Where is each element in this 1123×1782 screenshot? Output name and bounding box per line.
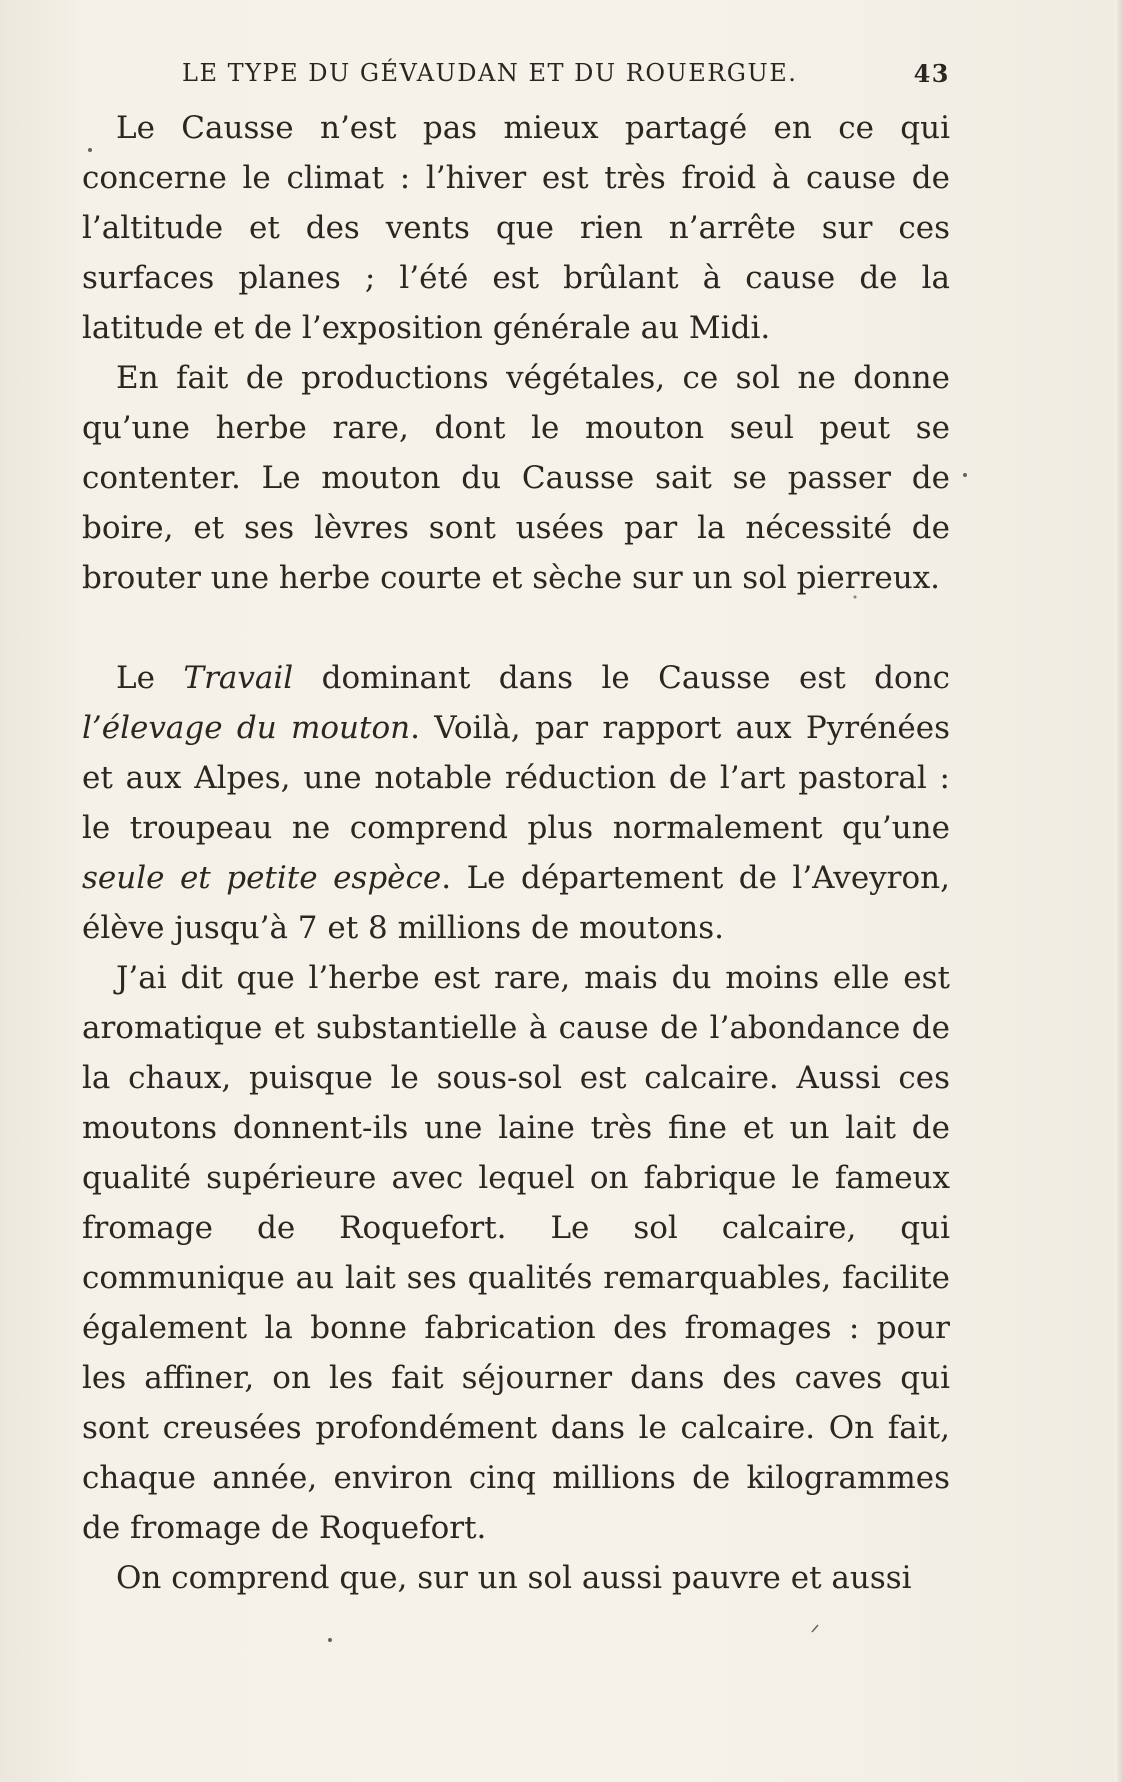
paragraph-text: Le — [116, 660, 184, 696]
page-number: 43 — [913, 59, 950, 88]
italic-term: seule et petite espèce — [82, 860, 442, 896]
italic-term: l’élevage du mouton — [82, 710, 411, 746]
paragraph-work — [82, 653, 950, 953]
paragraph-vegetation — [82, 353, 950, 603]
paragraph-text: J’ai dit que l’herbe est rare, mais du moins elle est aromatique et substantielle à cause de l’abondance de la chaux, puisque le sous-sol est calcaire. Aussi ces moutons donnent-ils une laine très fine et un lait de qualité supérieure avec lequel on fabrique le fameux fromage de Roquefort. Le sol calcaire, qui communique au lait ses qualités remarquables, facilite également la bonne fabrication des fromages : pour les affiner, on les fait séjourner dans des caves qui sont creusées profondément dans le calcaire. On fait, chaque année, environ cinq millions de kilogrammes de fromage de Roquefort. — [82, 960, 950, 1546]
paragraph-climate — [82, 103, 950, 353]
paragraph-text: On comprend que, sur un sol aussi pauvre et aussi — [116, 1560, 912, 1596]
paragraph-text: . Voilà, par rapport aux Pyrénées et aux Alpes, une notable réduction de l’art pastoral : le troupeau ne comprend plus normalement qu’une — [82, 710, 950, 846]
page-text — [82, 55, 950, 1603]
paragraph-roquefort — [82, 953, 950, 1553]
page-edge — [1115, 0, 1123, 1782]
page-header — [82, 55, 950, 95]
paragraph-conclusion — [82, 1553, 950, 1603]
paragraph-text: Le Causse n’est pas mieux partagé en ce qui concerne le climat : l’hiver est très froid à cause de l’altitude et des vents que rien n’arrête sur ces surfaces planes ; l’été est brûlant à cause de la latitude et de l’exposition générale au Midi. — [82, 110, 950, 346]
running-title: LE TYPE DU GÉVAUDAN ET DU ROUERGUE. — [182, 59, 798, 87]
italic-term: Travail — [183, 660, 294, 696]
paragraph-text: . Le département de l’Aveyron, élève jusqu’à 7 et 8 millions de moutons. — [82, 860, 950, 946]
paragraph-text: En fait de productions végétales, ce sol ne donne qu’une herbe rare, dont le mouton seul peut se contenter. Le mouton du Causse sait se passer de boire, et ses lèvres sont usées par la nécessité de brouter une herbe courte et sèche sur un sol pierreux. — [82, 360, 950, 596]
paragraph-text: dominant dans le Causse est donc — [293, 660, 950, 696]
